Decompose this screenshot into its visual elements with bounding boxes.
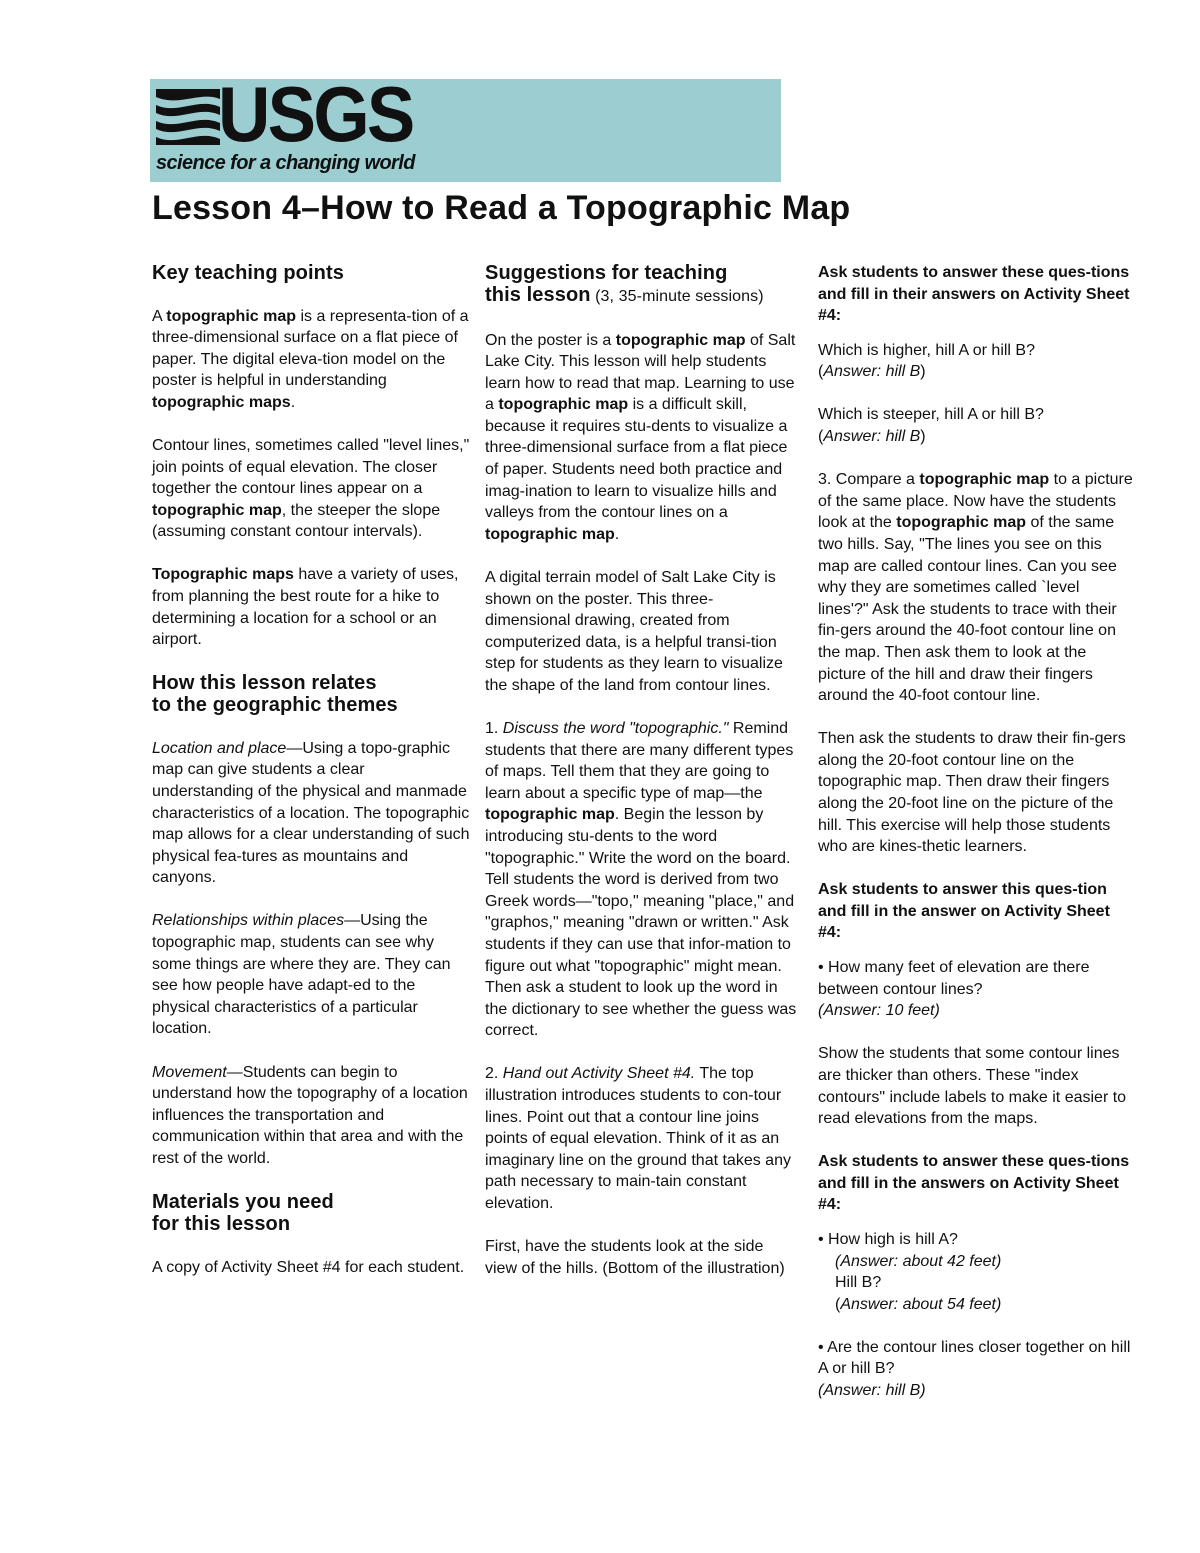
question-closer-contours: • Are the contour lines closer together on hill A or hill B? (Answer: hill B): [818, 1338, 1131, 1400]
column-right: [818, 262, 1134, 1402]
usgs-wave-logo-icon: [156, 85, 220, 149]
paragraph-movement: Movement—Students can begin to understand how the topography of a location influences the transportation and communication within that area and with the rest of the world.: [152, 1063, 468, 1167]
paragraph-side-view: First, have the students look at the side view of the hills. (Bottom of the illustration): [485, 1238, 785, 1277]
question-higher-hill: Which is higher, hill A or hill B? (Answer: hill B): [818, 341, 1035, 381]
usgs-banner: [150, 70, 781, 182]
paragraph-step-2: 2. Hand out Activity Sheet #4. The top illustration introduces students to con-tour lines. Point out that a contour line joins points of equal elevation. Think of it as an imaginary line on the ground that takes any path necessary to main-tain constant elevation.: [485, 1065, 791, 1212]
usgs-tagline: science for a changing world: [156, 152, 415, 174]
paragraph-terrain-model: A digital terrain model of Salt Lake City is shown on the poster. This three-dimensional drawing, created from computerized data, is a helpful transi-tion step for students as they learn to visualize the shape of the land from contour lines.: [485, 568, 783, 694]
paragraph-index-contours: Show the students that some contour lines are thicker than others. These "index contours" include labels to make it easier to read elevations from the maps.: [818, 1045, 1127, 1128]
question-hill-heights: • How high is hill A? (Answer: about 42 feet) Hill B? (Answer: about 54 feet): [818, 1230, 1002, 1313]
paragraph-map-uses: Topographic maps have a variety of uses, from planning the best route for a hike to determining a location for a school or an airport.: [152, 566, 459, 649]
question-steeper-hill: Which is steeper, hill A or hill B? (Answer: hill B): [818, 406, 1044, 446]
column-middle: [485, 262, 797, 1279]
usgs-wordmark: USGS: [218, 70, 413, 158]
column-left: [152, 262, 470, 1278]
heading-materials: Materials you need for this lesson: [152, 1191, 334, 1235]
heading-key-teaching-points: Key teaching points: [152, 262, 344, 284]
prompt-questions-1: Ask students to answer these ques-tions and fill in their answers on Activity Sheet #4:: [818, 264, 1130, 325]
paragraph-twenty-foot-line: Then ask the students to draw their fin-gers along the 20-foot contour line on the topographic map. Then draw their fingers along the 20-foot line on the picture of the hill. This exercise will help those students who are kines-thetic learners.: [818, 730, 1126, 856]
paragraph-poster-map: On the poster is a topographic map of Salt Lake City. This lesson will help students learn how to read that map. Learning to use a topographic map is a difficult skill, because it requires stu-dents to visualize a three-dimensional surface from a flat piece of paper. Students need both practice and imag-ination to learn to visualize hills and valleys from the contour lines on a topographic map.: [485, 331, 796, 543]
page-title: Lesson 4–How to Read a Topographic Map: [152, 189, 851, 227]
paragraph-step-1: 1. Discuss the word "topographic." Remind students that there are many different types of maps. Tell them that they are going to learn about a specific type of map—the topographic map. Begin the lesson by introducing stu-dents to the word "topographic." Write the word on the board. Tell students the word is derived from two Greek words—"topo," meaning "place," and "graphos," meaning "drawn or written." Ask students if they can use that infor-mation to figure out what "topographic" might mean. Then ask a student to look up the word in the dictionary to see whether the guess was correct.: [485, 720, 797, 1040]
paragraph-step-3: 3. Compare a topographic map to a picture of the same place. Now have the students look at the topographic map of the same two hills. Say, "The lines you see on this map are called contour lines. Can you see why they are sometimes called `level lines'?" Ask the students to trace with their fin-gers around the 40-foot contour line on the map. Then ask them to look at the picture of the hill and draw their fingers around the 40-foot contour line.: [818, 471, 1133, 705]
prompt-questions-2: Ask students to answer this ques-tion and fill in the answer on Activity Sheet #4:: [818, 881, 1110, 942]
paragraph-relationships: Relationships within places—Using the topographic map, students can see why some things are where they are. They can see how people have adapt-ed to the physical characteristics of a particular location.: [152, 912, 451, 1038]
paragraph-contour-lines: Contour lines, sometimes called "level lines," join points of equal elevation. The closer together the contour lines appear on a topographic map, the steeper the slope (assuming constant contour intervals).: [152, 436, 470, 541]
heading-suggestions: Suggestions for teaching this lesson (3, 35-minute sessions): [485, 262, 764, 306]
question-contour-interval: • How many feet of elevation are there between contour lines? (Answer: 10 feet): [818, 959, 1090, 1020]
paragraph-topographic-map-definition: A topographic map is a representa-tion of a three-dimensional surface on a flat piece of paper. The digital eleva-tion model on the poster is helpful in understanding topographic maps.: [152, 307, 469, 411]
heading-geographic-themes: How this lesson relates to the geographic themes: [152, 672, 398, 717]
prompt-questions-3: Ask students to answer these ques-tions and fill in the answers on Activity Sheet #4:: [818, 1153, 1130, 1214]
paragraph-materials: A copy of Activity Sheet #4 for each student.: [152, 1258, 465, 1276]
paragraph-location-and-place: Location and place—Using a topo-graphic map can give students a clear understanding of the physical and manmade characteristics of a location. The topographic map allows for a clear understanding of such physical fea-tures as mountains and canyons.: [152, 739, 470, 887]
